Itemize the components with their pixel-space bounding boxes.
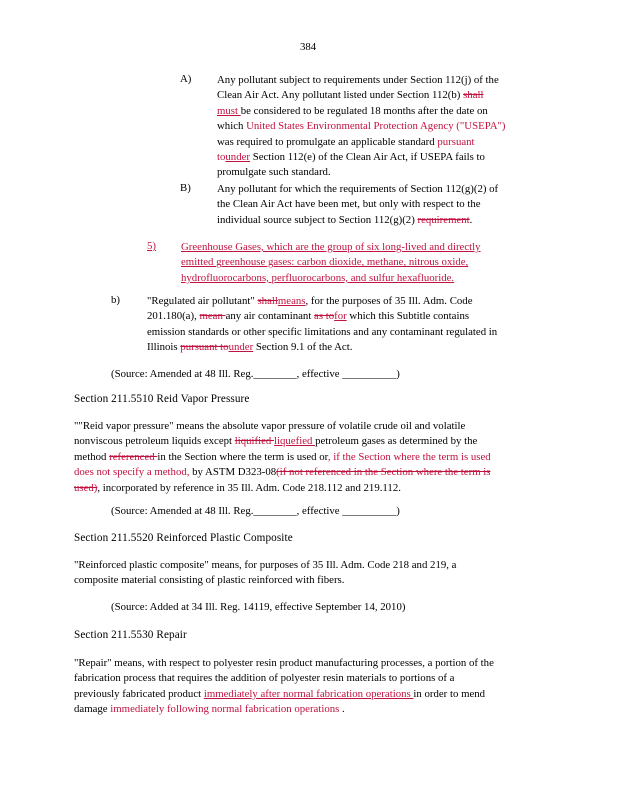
section-5520-body: "Reinforced plastic composite" means, for purposes of 35 Ill. Adm. Code 218 and 219, a composite material consisting of plastic reinforced with fibers. — [74, 559, 457, 587]
item-5-text: Greenhouse Gases, which are the group of six long-lived and directly emitted greenhouse gases: carbon dioxide, methane, nitrous oxide, hydrofluorocarbons, perfluorocarbons, and sulfur hexafluoride. — [181, 241, 481, 284]
item-a-label: A) — [180, 73, 192, 85]
item-5-label: 5) — [147, 240, 156, 252]
item-b-label: B) — [180, 182, 191, 194]
item-b-lower-text: "Regulated air pollutant" shallmeans, for the purposes of 35 Ill. Adm. Code 201.180(a), mean any air contaminant as tofor which this Subtitle contains emission standards or other specific limitations and any contaminant regulated in Illinois pursuant tounder Section 9.1 of the Act. — [147, 295, 498, 354]
item-a-text: Any pollutant subject to requirements under Section 112(j) of the Clean Air Act. Any pollutant listed under Section 112(b) shall must be considered to be regulated 18 months after the date on which United States Environmental Protection Agency ("USEPA") was required to promulgate an applicable standard pursuant tounder Section 112(e) of the Clean Air Act, if USEPA fails to promulgate such standard. — [217, 74, 506, 179]
section-5530-body: "Repair" means, with respect to polyester resin product manufacturing processes, a portion of the fabrication process that requires the addition of polyester resin materials to portions of a previously fabricated product immediately after normal fabrication operations in order to mend damage immediately following normal fabrication operations . — [74, 657, 494, 716]
section-5510-body: ""Reid vapor pressure" means the absolute vapor pressure of volatile crude oil and volatile nonviscous petroleum liquids except liquified liquefied petroleum gases as determined by the method referenced in the Section where the term is used or, if the Section where the term is used does not specify a method, by ASTM D323-08(if not referenced in the Section where the term is used), incorporated by reference in 35 Ill. Adm. Code 218.112 and 219.112. — [74, 420, 491, 494]
section-5510-heading: Section 211.5510 Reid Vapor Pressure — [74, 393, 250, 405]
page-number: 384 — [300, 41, 317, 53]
source-note-5510: (Source: Amended at 48 Ill. Reg.________, effective __________) — [111, 505, 400, 517]
source-note-5520: (Source: Added at 34 Ill. Reg. 14119, effective September 14, 2010) — [111, 601, 406, 613]
source-note-1: (Source: Amended at 48 Ill. Reg.________, effective __________) — [111, 368, 400, 380]
section-5530-heading: Section 211.5530 Repair — [74, 629, 187, 641]
item-b-lower-label: b) — [111, 294, 120, 306]
item-b-text: Any pollutant for which the requirements of Section 112(g)(2) of the Clean Air Act have been met, but only with respect to the individual source subject to Section 112(g)(2) requirement. — [217, 183, 499, 226]
section-5520-heading: Section 211.5520 Reinforced Plastic Composite — [74, 532, 293, 544]
